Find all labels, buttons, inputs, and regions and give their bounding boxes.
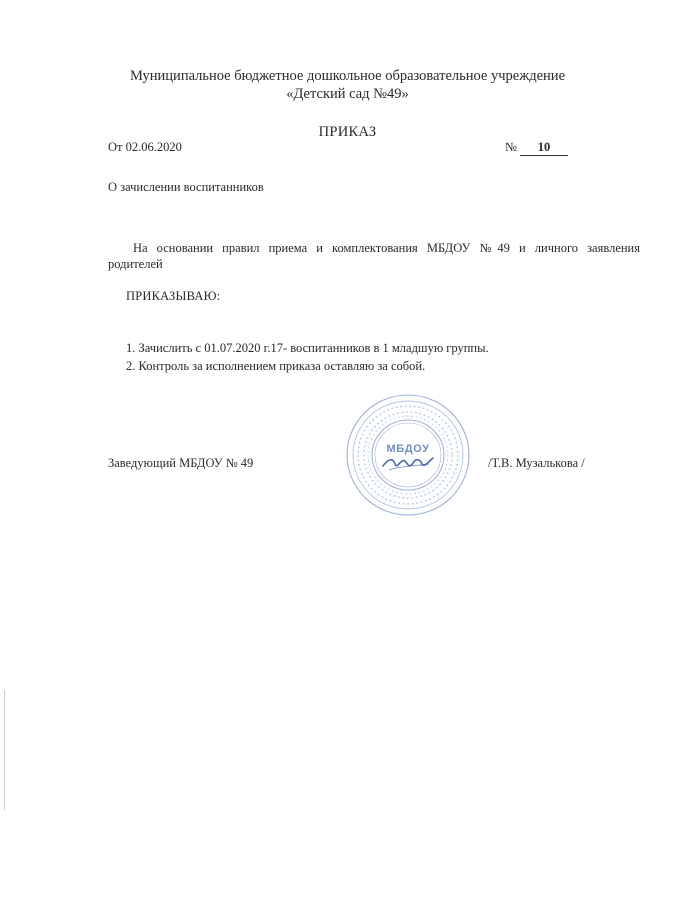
official-stamp [345, 392, 471, 518]
order-word: ПРИКАЗЫВАЮ: [126, 289, 221, 303]
signatory-name: /Т.В. Музалькова / [488, 456, 585, 470]
stamp-text: МБДОУ [386, 443, 430, 455]
institution-short-name: «Детский сад №49» [286, 86, 409, 102]
document-title: ПРИКАЗ [318, 124, 377, 140]
document-number-label: № [505, 140, 517, 154]
document-number: 10 [520, 140, 568, 156]
basis-paragraph-line1: На основании правил приема и комплектования МБДОУ №49 и личного заявления [133, 241, 640, 255]
institution-name: Муниципальное бюджетное дошкольное образовательное учреждение [130, 68, 565, 84]
scan-edge-line [4, 690, 5, 810]
order-item-1: 1. Зачислить с 01.07.2020 г.17- воспитанников в 1 младшую группы. [126, 341, 489, 355]
order-item-2: 2. Контроль за исполнением приказа оставляю за собой. [126, 359, 426, 373]
document-date: От 02.06.2020 [108, 140, 182, 154]
document-subject: О зачислении воспитанников [108, 180, 264, 194]
signatory-role: Заведующий МБДОУ № 49 [108, 456, 254, 470]
basis-paragraph-line2: родителей [108, 257, 163, 271]
